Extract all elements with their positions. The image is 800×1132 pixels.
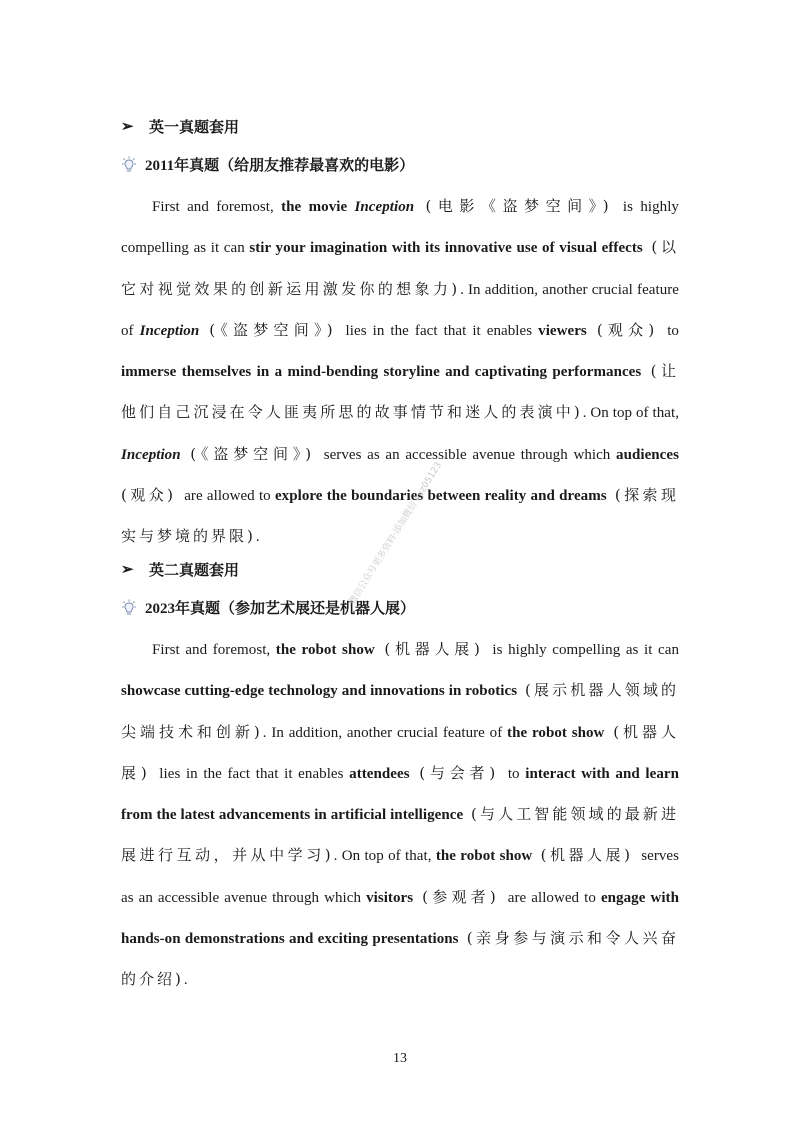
chinese-gloss: (让他们自己沉浸在令人匪夷所思的故事情节和迷人的表演中): [121, 362, 679, 422]
text-run: serves as an accessible avenue through which: [121, 848, 680, 906]
chinese-gloss: (探索现实与梦境的界限): [121, 486, 679, 546]
chinese-gloss: (机器人展): [532, 846, 642, 865]
bold-phrase: audiences: [616, 446, 679, 463]
chinese-gloss: (机器人展): [374, 640, 493, 658]
text-run: is highly compelling as it can: [492, 642, 679, 658]
watermark: 微信公众号更多资料·添加微信 kyz05123: [347, 460, 445, 607]
bold-phrase: the robot show: [435, 848, 533, 865]
chinese-gloss: (参观者): [413, 887, 508, 906]
text-run: . On top of that,: [333, 848, 436, 865]
arrow-bullet-icon: ➢: [121, 562, 134, 578]
bold-phrase: visitors: [366, 889, 414, 906]
text-run: First and foremost,: [152, 642, 276, 658]
text-run: . In addition, another crucial feature of: [262, 724, 508, 741]
text-run: to: [507, 765, 526, 782]
chinese-gloss: (机器人展): [121, 722, 679, 782]
bold-phrase: showcase cutting-edge technology and innovations in robotics: [121, 683, 518, 700]
lightbulb-icon: [121, 156, 137, 174]
chinese-gloss: (观众): [586, 320, 668, 339]
section1-paragraph: [121, 186, 679, 558]
bold-phrase: explore the boundaries between reality and dreams: [274, 488, 607, 505]
text-run: lies in the fact that it enables: [159, 765, 350, 782]
movie-title: Inception: [121, 446, 181, 463]
text-run: First and foremost,: [152, 199, 282, 215]
text-run: . On top of that,: [582, 405, 679, 422]
section2-title: 英二真题套用: [149, 563, 240, 579]
chinese-gloss: (与人工智能领域的最新进展进行互动，并从中学习): [121, 805, 679, 865]
chinese-gloss: (电影《盗梦空间》): [414, 197, 623, 215]
chinese-gloss: (展示机器人领域的尖端技术和创新): [121, 681, 679, 741]
text-run: .: [255, 529, 260, 546]
text-run: are allowed to: [184, 488, 275, 505]
movie-title: Inception: [354, 199, 415, 215]
text-run: are allowed to: [507, 889, 601, 906]
bold-phrase: the movie: [281, 199, 355, 215]
section1-subtitle: 2011年真题（给朋友推荐最喜欢的电影）: [145, 158, 415, 174]
bold-phrase: stir your imagination with its innovative use of visual effects: [249, 240, 643, 257]
text-run: lies in the fact that it enables: [345, 322, 539, 339]
bold-phrase: interact with and learn from the latest advancements in artificial intelligence: [121, 765, 679, 824]
chinese-gloss: (《盗梦空间》): [180, 444, 324, 463]
section1-subheading: [121, 154, 414, 175]
text-run: to: [667, 322, 679, 339]
text-run: is highly compelling as it can: [121, 199, 679, 257]
chinese-gloss: (观众): [121, 486, 185, 505]
chinese-gloss: (与会者): [409, 763, 508, 782]
section2-subtitle: 2023年真题（参加艺术展还是机器人展）: [145, 601, 416, 617]
chinese-gloss: (《盗梦空间》): [199, 320, 346, 339]
bold-phrase: the robot show: [275, 642, 375, 658]
text-run: . In addition, another crucial feature of: [121, 281, 680, 339]
text-run: serves as an accessible avenue through which: [323, 446, 617, 463]
page-number: 13: [393, 1051, 407, 1066]
section2-paragraph: [121, 629, 679, 1001]
chinese-gloss: (以它对视觉效果的创新运用激发你的想象力): [121, 238, 679, 298]
movie-title: Inception: [139, 322, 200, 339]
bold-phrase: viewers: [538, 322, 587, 339]
chinese-gloss: (亲身参与演示和令人兴奋的介绍): [121, 929, 679, 989]
section2-heading: [121, 559, 239, 580]
section2-subheading: [121, 597, 415, 618]
bold-phrase: attendees: [349, 765, 410, 782]
bold-phrase: the robot show: [507, 724, 605, 741]
text-run: .: [183, 972, 188, 989]
bold-phrase: immerse themselves in a mind-bending storyline and captivating performances: [121, 364, 642, 381]
arrow-bullet-icon: ➢: [121, 119, 134, 135]
section1-heading: [121, 116, 239, 137]
section1-title: 英一真题套用: [149, 120, 240, 136]
lightbulb-icon: [121, 599, 137, 617]
bold-phrase: engage with hands-on demonstrations and exciting presentations: [121, 889, 679, 948]
